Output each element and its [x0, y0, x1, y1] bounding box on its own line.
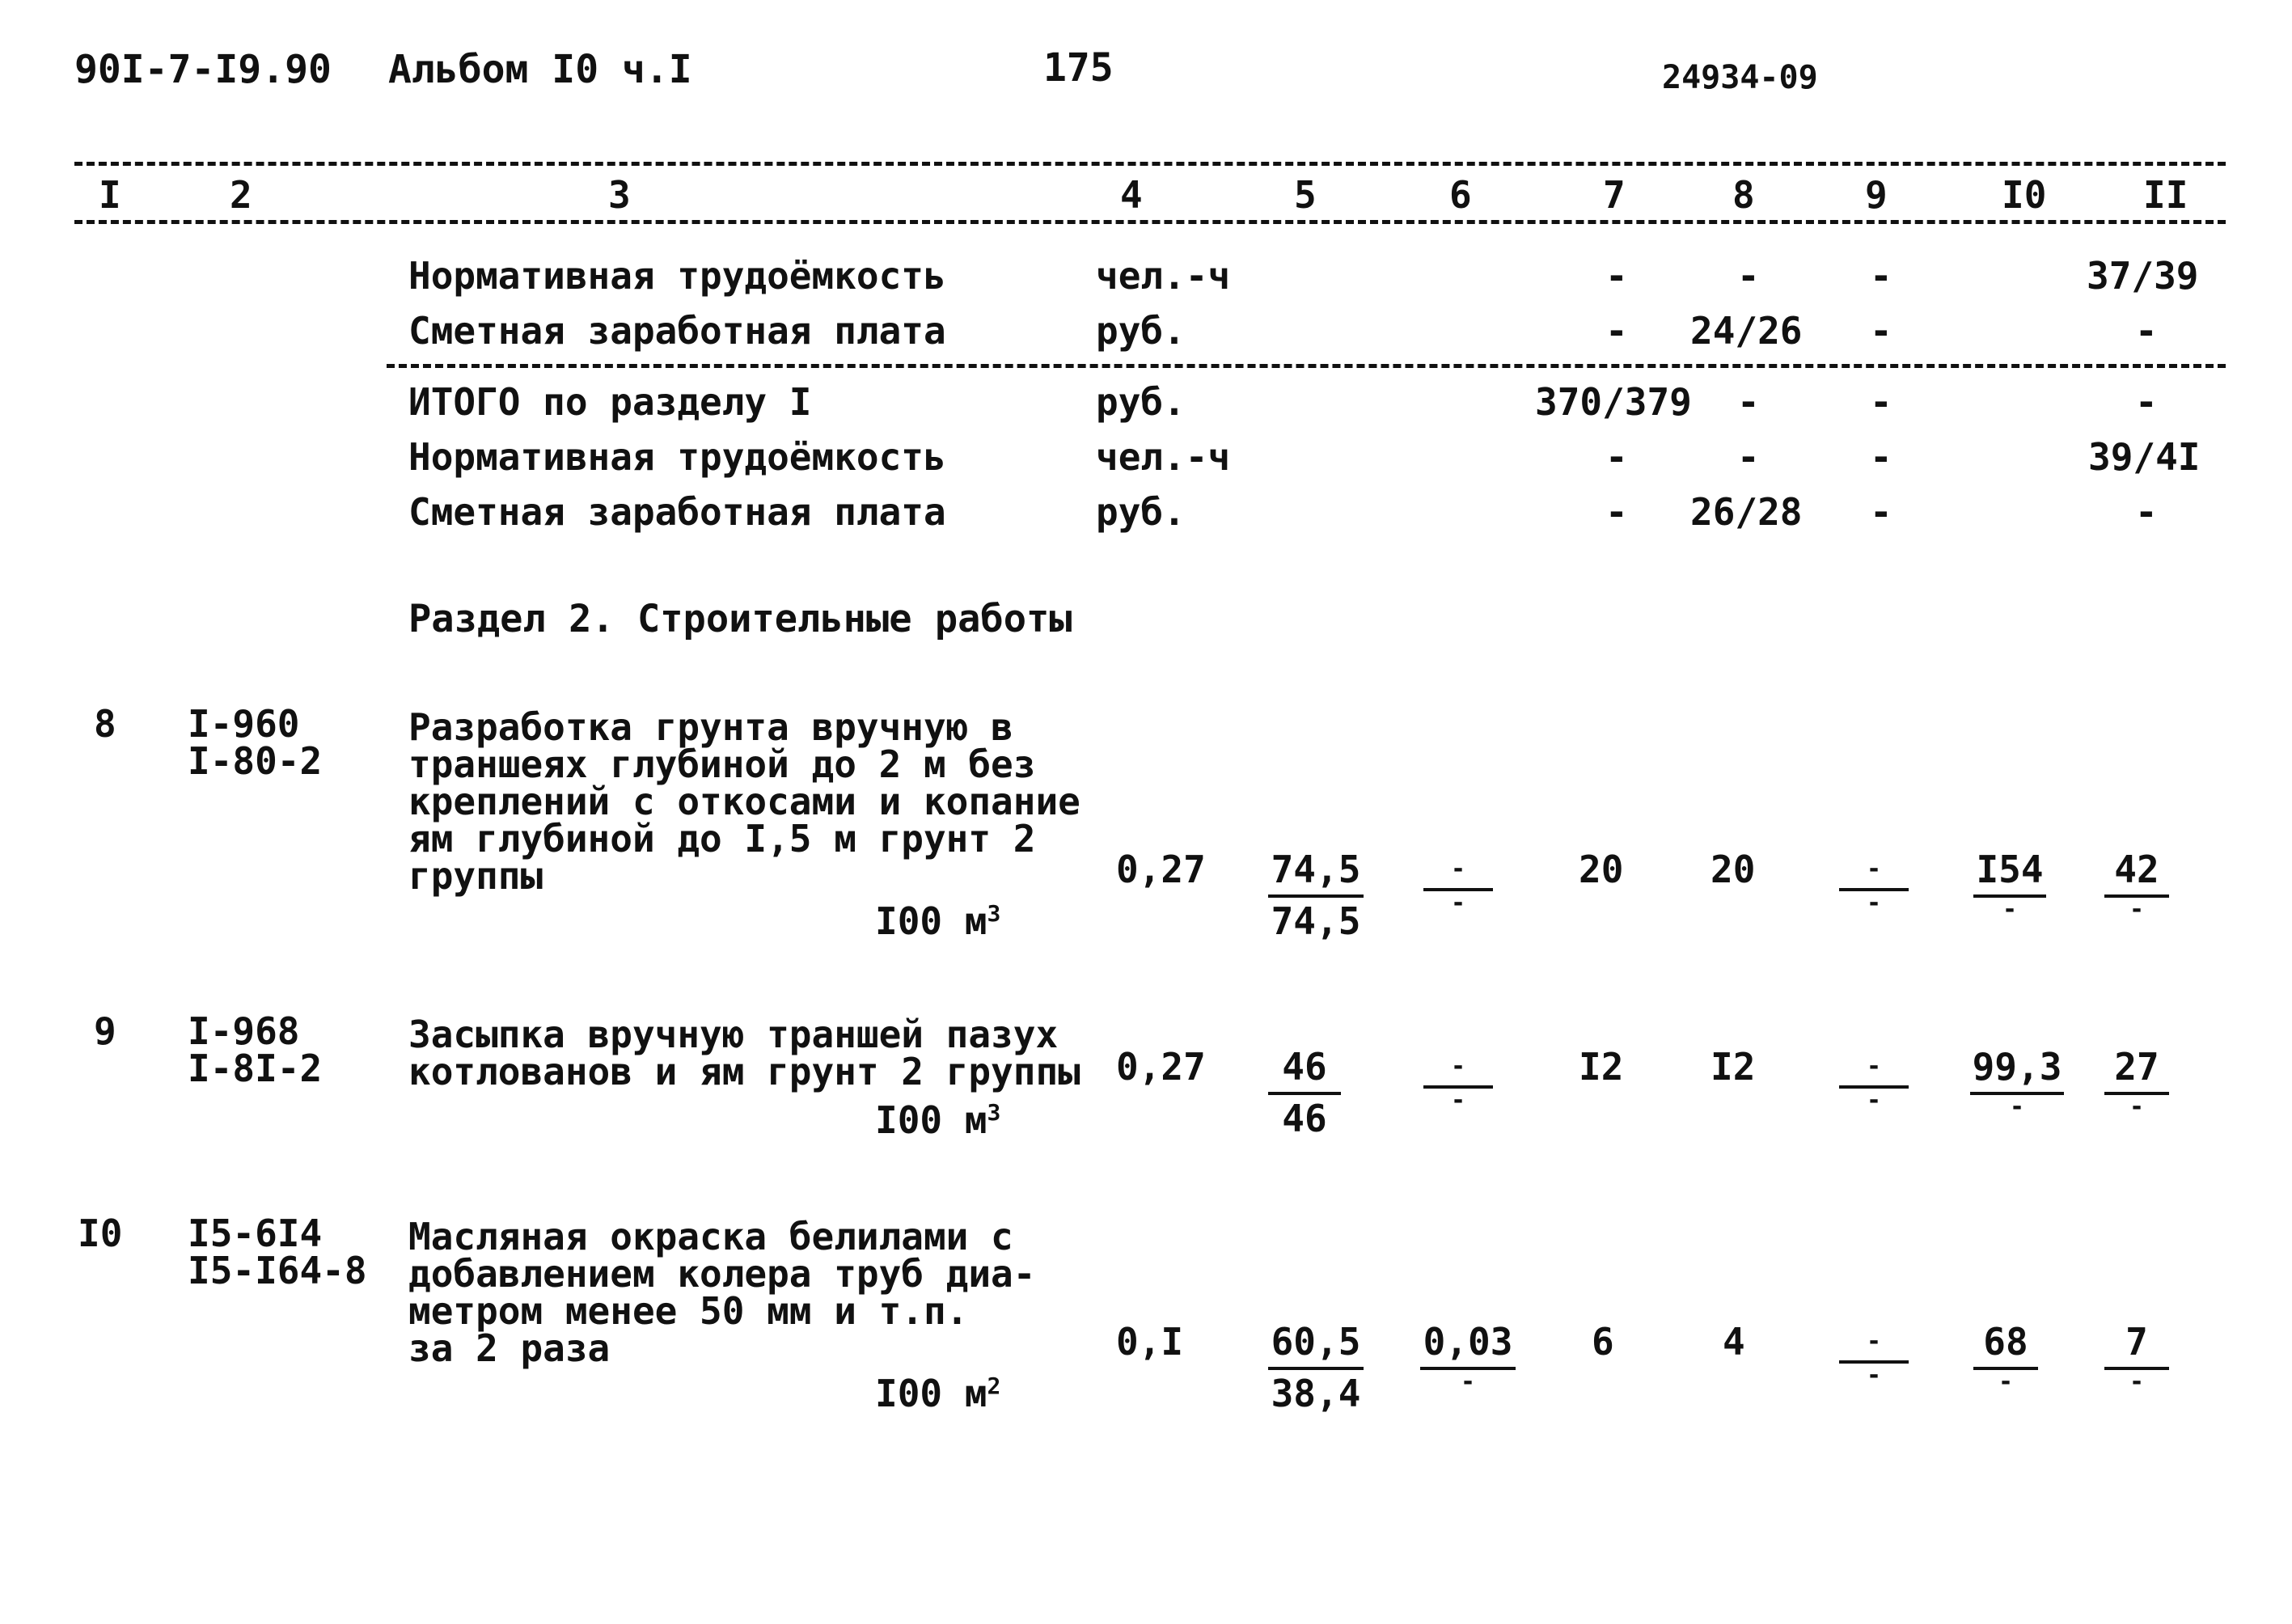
- col7-value: 6: [1592, 1320, 1614, 1364]
- col10-fraction: 99,3 -: [1970, 1048, 2064, 1119]
- album-label: Альбом I0 ч.I: [388, 47, 692, 92]
- summary-unit: руб.: [1096, 309, 1186, 353]
- work-description: Масляная окраска белилами с добавлением колера труб диа- метром менее 50 мм и т.п. за 2 раза: [408, 1215, 1036, 1370]
- col9-fraction: - -: [1839, 1055, 1909, 1113]
- col7-value: I2: [1579, 1045, 1624, 1089]
- section-title: Раздел 2. Строительные работы: [408, 597, 1072, 641]
- unit-cost-fraction: $\frac{60,5}{38,4}$: [1268, 1323, 1364, 1412]
- norm-code-secondary: I-8I-2: [188, 1047, 323, 1090]
- unit-cost-fraction: $\frac{46}{46}$: [1268, 1048, 1341, 1137]
- col6-fraction: 0,03 -: [1420, 1323, 1516, 1394]
- quantity: 0,I: [1116, 1320, 1184, 1364]
- col-header-8: 8: [1732, 173, 1755, 217]
- total-col7: 370/379: [1535, 380, 1692, 424]
- summary-col11: 37/39: [2087, 254, 2199, 298]
- measure-unit: I00 $м^2$: [875, 1372, 1001, 1415]
- total-col7: -: [1605, 435, 1628, 479]
- column-header-bottom-rule: [74, 220, 2226, 224]
- work-description: Засыпка вручную траншей пазух котлованов и ям грунт 2 группы: [408, 1013, 1080, 1093]
- total-unit: руб.: [1096, 490, 1186, 534]
- total-col8: -: [1737, 435, 1760, 479]
- inventory-number: 24934-09: [1662, 59, 1818, 96]
- total-col8: -: [1737, 380, 1760, 424]
- col-header-7: 7: [1603, 173, 1626, 217]
- col-header-3: 3: [608, 173, 631, 217]
- col6-fraction: - -: [1423, 1055, 1493, 1113]
- total-label: ИТОГО по разделу I: [408, 380, 812, 424]
- col-header-1: I: [99, 173, 121, 217]
- total-col9: -: [1870, 435, 1892, 479]
- col11-fraction: 27 -: [2104, 1048, 2169, 1119]
- total-col11: -: [2135, 380, 2158, 424]
- col11-fraction: 7 -: [2104, 1323, 2169, 1394]
- col-header-5: 5: [1294, 173, 1317, 217]
- total-col11: -: [2135, 490, 2158, 534]
- row-number: I0: [78, 1212, 123, 1255]
- col8-value: 4: [1723, 1320, 1745, 1364]
- total-col11: 39/4I: [2088, 435, 2201, 479]
- total-col9: -: [1870, 490, 1892, 534]
- total-label: Нормативная трудоёмкость: [408, 435, 946, 479]
- norm-code-primary: I5-6I4: [188, 1212, 323, 1255]
- col-header-10: I0: [2002, 173, 2047, 217]
- summary-label: Нормативная трудоёмкость: [408, 254, 946, 298]
- col-header-11: II: [2143, 173, 2188, 217]
- summary-col9: -: [1870, 309, 1892, 353]
- total-separator-rule: [387, 364, 2226, 368]
- total-unit: чел.-ч: [1096, 435, 1231, 479]
- total-col8: 26/28: [1690, 490, 1803, 534]
- summary-col8: 24/26: [1690, 309, 1803, 353]
- col9-fraction: - -: [1839, 1330, 1909, 1388]
- col10-fraction: 68 -: [1973, 1323, 2038, 1394]
- measure-unit: I00 $м^3$: [875, 899, 1001, 943]
- row-number: 9: [94, 1009, 116, 1053]
- col-header-6: 6: [1449, 173, 1472, 217]
- total-label: Сметная заработная плата: [408, 490, 946, 534]
- doc-code: 90I-7-I9.90: [74, 47, 332, 92]
- col9-fraction: - -: [1839, 857, 1909, 916]
- page-number: 175: [1043, 45, 1114, 91]
- row-number: 8: [94, 702, 116, 746]
- total-col7: -: [1605, 490, 1628, 534]
- norm-code-primary: I-960: [188, 702, 300, 746]
- total-col9: -: [1870, 380, 1892, 424]
- col6-fraction: - -: [1423, 857, 1493, 916]
- summary-col8: -: [1737, 254, 1760, 298]
- summary-col9: -: [1870, 254, 1892, 298]
- column-header-top-rule: [74, 162, 2226, 166]
- col-header-2: 2: [230, 173, 252, 217]
- col11-fraction: 42 -: [2104, 851, 2169, 922]
- measure-unit: I00 $м^3$: [875, 1098, 1001, 1142]
- summary-col7: -: [1605, 254, 1628, 298]
- quantity: 0,27: [1116, 1045, 1206, 1089]
- total-unit: руб.: [1096, 380, 1186, 424]
- unit-cost-fraction: $\frac{74,5}{74,5}$: [1268, 851, 1364, 940]
- summary-unit: чел.-ч: [1096, 254, 1231, 298]
- norm-code-primary: I-968: [188, 1009, 300, 1053]
- quantity: 0,27: [1116, 848, 1206, 891]
- work-description: Разработка грунта вручную в траншеях глубиной до 2 м без креплений с откосами и копание ям глубиной до I,5 м грунт 2 группы: [408, 705, 1080, 898]
- summary-col7: -: [1605, 309, 1628, 353]
- summary-label: Сметная заработная плата: [408, 309, 946, 353]
- norm-code-secondary: I5-I64-8: [188, 1249, 367, 1292]
- col8-value: I2: [1711, 1045, 1756, 1089]
- col10-fraction: I54 -: [1973, 851, 2046, 922]
- col7-value: 20: [1579, 848, 1624, 891]
- col-header-4: 4: [1120, 173, 1143, 217]
- col-header-9: 9: [1865, 173, 1888, 217]
- norm-code-secondary: I-80-2: [188, 739, 323, 783]
- col8-value: 20: [1711, 848, 1756, 891]
- summary-col11: -: [2135, 309, 2158, 353]
